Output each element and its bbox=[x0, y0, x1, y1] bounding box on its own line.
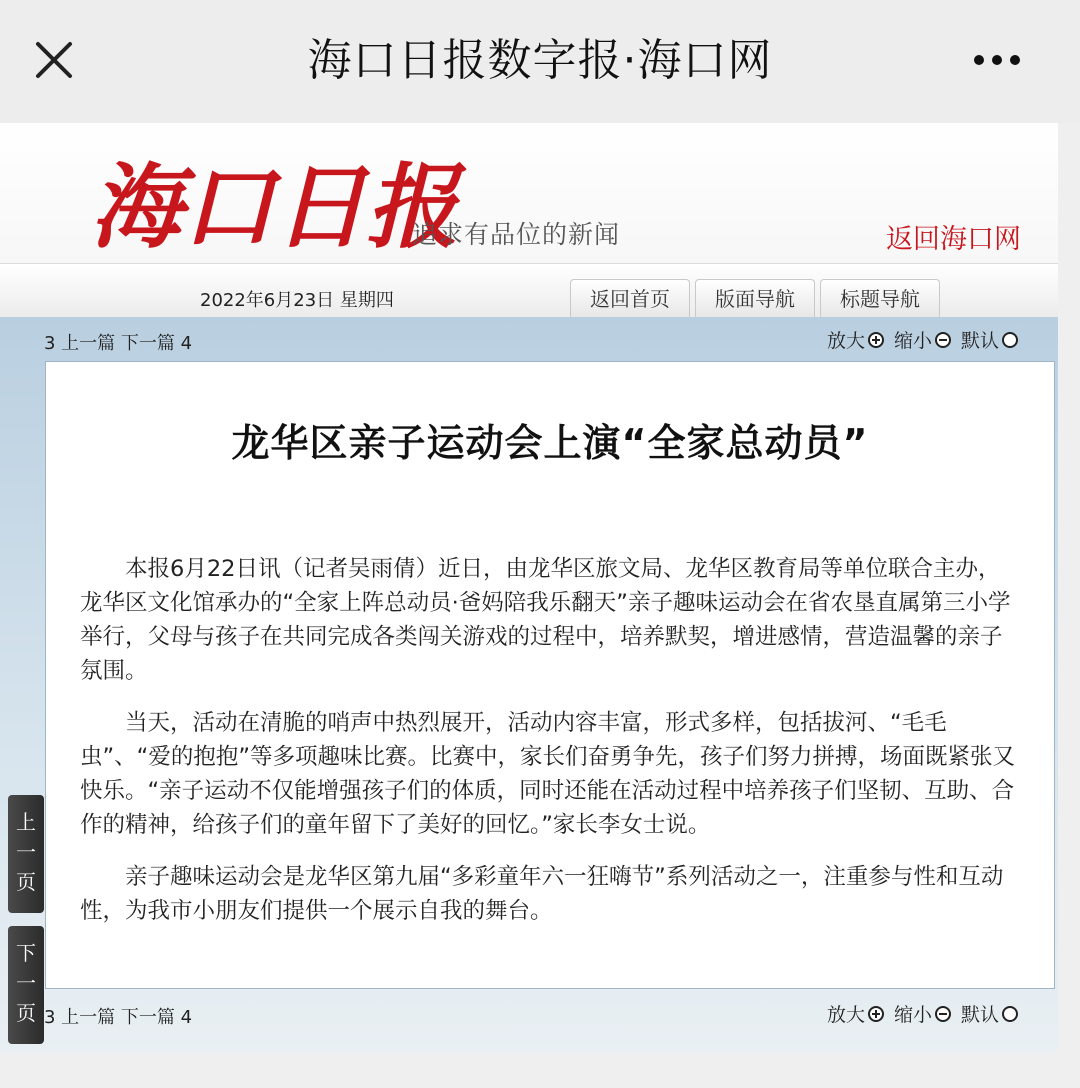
zoom-in-button[interactable]: 放大 bbox=[827, 1000, 884, 1027]
bottom-strip bbox=[0, 1053, 1080, 1088]
logo-text: 海口日报 bbox=[90, 153, 459, 261]
zoom-controls-top bbox=[817, 326, 1018, 353]
prev-page-button[interactable]: 上 一 页 bbox=[8, 795, 44, 913]
tab-home[interactable]: 返回首页 bbox=[570, 279, 690, 318]
more-icon[interactable] bbox=[974, 50, 1030, 66]
article-panel bbox=[45, 361, 1055, 989]
tab-page-nav[interactable]: 版面导航 bbox=[695, 279, 815, 318]
article-title: 龙华区亲子运动会上演“全家总动员” bbox=[231, 421, 869, 465]
tab-title-nav[interactable]: 标题导航 bbox=[820, 279, 940, 318]
minus-circle-icon bbox=[935, 332, 951, 348]
zoom-in-button[interactable]: 放大 bbox=[827, 326, 884, 353]
radio-circle-icon bbox=[1002, 1006, 1018, 1022]
article-pager-bottom[interactable]: 3 上一篇 下一篇 4 bbox=[44, 1007, 193, 1028]
plus-circle-icon bbox=[868, 1006, 884, 1022]
masthead-slogan: 追求有品位的新闻 bbox=[412, 220, 621, 249]
next-page-button[interactable]: 下 一 页 bbox=[8, 926, 44, 1044]
article-paragraph: 当天，活动在清脆的哨声中热烈展开，活动内容丰富，形式多样，包括拔河、“毛毛虫”、“爱的抱抱”等多项趣味比赛。比赛中，家长们奋勇争先，孩子们努力拼搏，场面既紧张又快乐。“亲子运动不仅能增强孩子们的体质，同时还能在活动过程中培养孩子们坚韧、互助、合作的精神，给孩子们的童年留下了美好的回忆。”家长李女士说。 bbox=[80, 710, 1015, 838]
plus-circle-icon bbox=[868, 332, 884, 348]
article-paragraph: 亲子趣味运动会是龙华区第九届“多彩童年六一狂嗨节”系列活动之一，注重参与性和互动性，为我市小朋友们提供一个展示自我的舞台。 bbox=[80, 864, 1004, 924]
radio-circle-icon bbox=[1002, 332, 1018, 348]
newspaper-page bbox=[0, 123, 1058, 1053]
minus-circle-icon bbox=[935, 1006, 951, 1022]
zoom-out-button[interactable]: 缩小 bbox=[894, 326, 951, 353]
date-nav-bar bbox=[0, 263, 1058, 318]
haikou-daily-logo bbox=[90, 141, 459, 261]
zoom-out-button[interactable]: 缩小 bbox=[894, 1000, 951, 1027]
masthead bbox=[0, 123, 1058, 263]
page-title: 海口日报数字报·海口网 bbox=[307, 35, 773, 86]
zoom-default-button[interactable]: 默认 bbox=[961, 326, 1018, 353]
app-top-bar bbox=[0, 0, 1080, 123]
issue-date: 2022年6月23日 星期四 bbox=[200, 290, 394, 311]
zoom-default-button[interactable]: 默认 bbox=[961, 1000, 1018, 1027]
zoom-controls-bottom bbox=[817, 1000, 1018, 1027]
article-pager-top[interactable]: 3 上一篇 下一篇 4 bbox=[44, 333, 193, 354]
article-body bbox=[80, 552, 1020, 946]
back-to-haikou-link[interactable]: 返回海口网 bbox=[886, 224, 1021, 255]
article-paragraph: 本报6月22日讯（记者吴雨倩）近日，由龙华区旅文局、龙华区教育局等单位联合主办，龙华区文化馆承办的“全家上阵总动员·爸妈陪我乐翻天”亲子趣味运动会在省农垦直属第三小学举行，父母与孩子在共同完成各类闯关游戏的过程中，培养默契，增进感情，营造温馨的亲子氛围。 bbox=[80, 556, 1011, 684]
